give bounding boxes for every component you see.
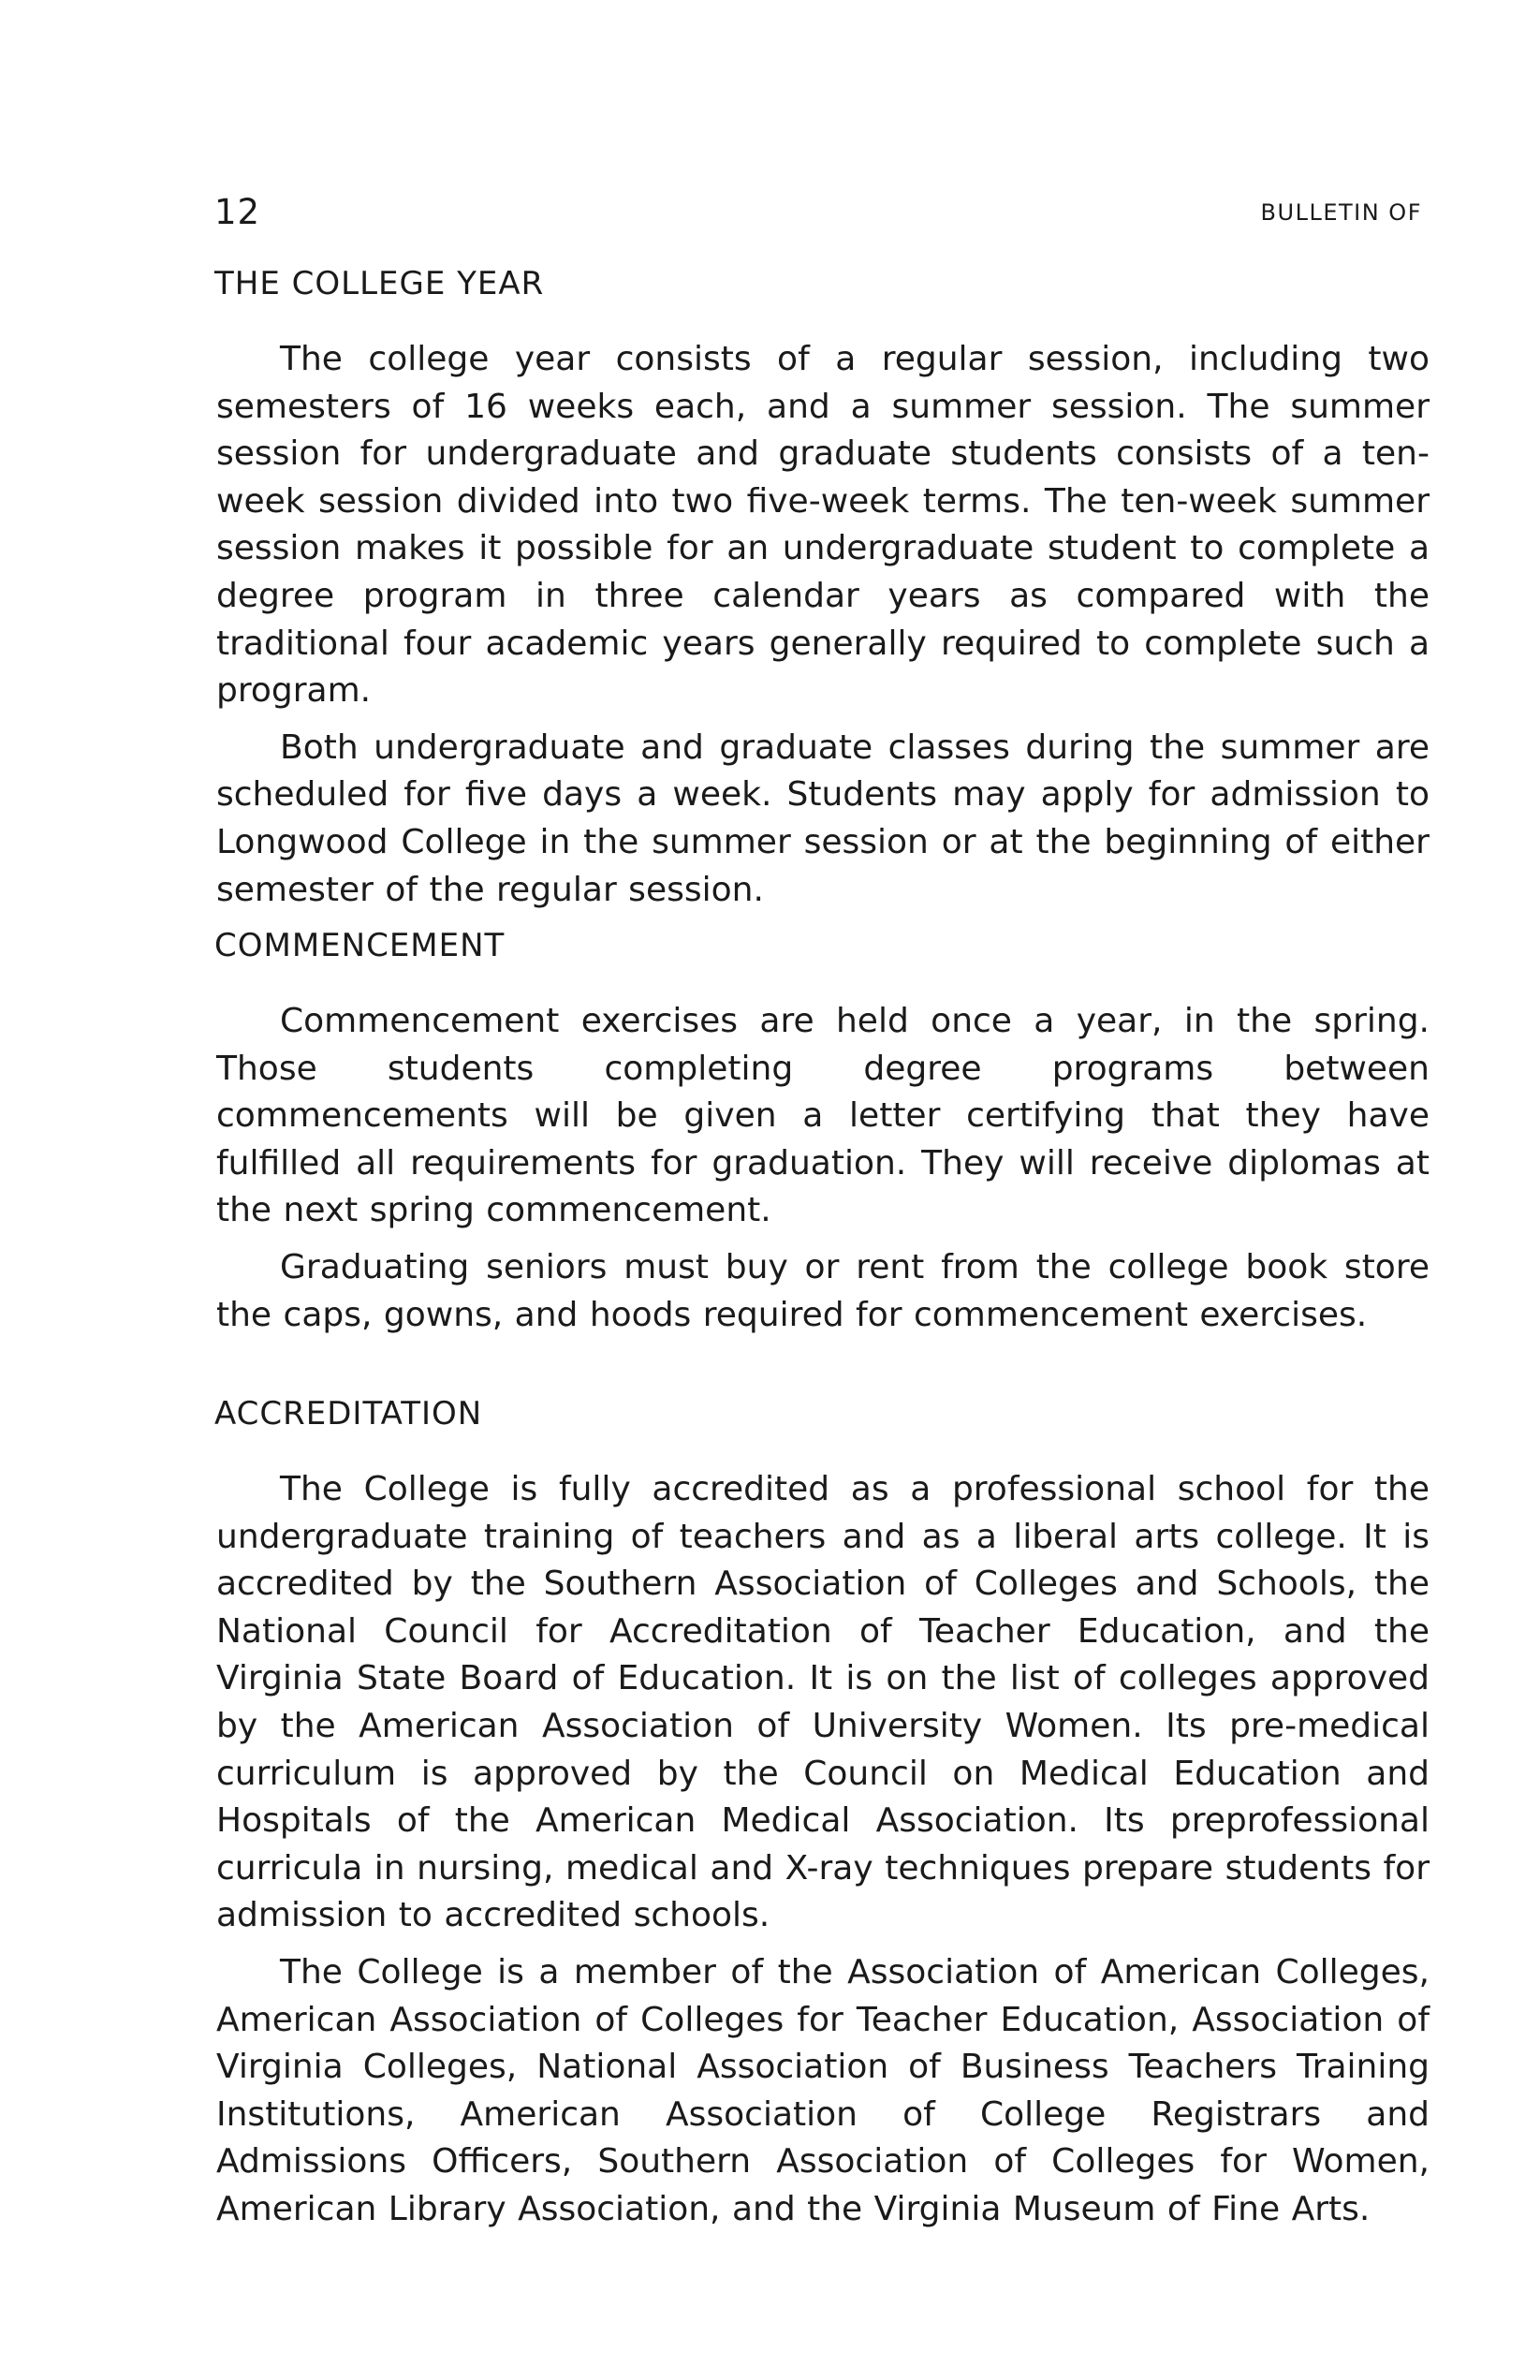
paragraph: The College is fully accredited as a professional school for the undergraduate training of teachers and as a liberal arts college. It is accredited by the Southern Association of Colleges and Schools, the National Council for Accreditation of Teacher Education, and the Virginia State Board of Education. It is on the list of colleges approved by the American Association of University Women. Its pre-medical curriculum is approved by the Council on Medical Education and Hospitals of the American Medical Association. Its preprofessional curricula in nursing, medical and X-ray techniques prepare students for admission to accredited schools. <box>216 1470 1430 1935</box>
section-commencement <box>216 927 1430 1348</box>
paragraph: Both undergraduate and graduate classes during the summer are scheduled for five days a week. Students may apply for admission to Longwood College in the summer session or at the beginning of either semester of the regular session. <box>216 727 1430 909</box>
section-heading: ACCREDITATION <box>214 1395 483 1432</box>
section-college-year <box>216 265 1430 923</box>
section-heading: COMMENCEMENT <box>214 927 506 964</box>
running-title: BULLETIN OF <box>1260 199 1422 226</box>
paragraph: The College is a member of the Association of American Colleges, American Association of Colleges for Teacher Education, Association of Virginia Colleges, National Association of Business Teachers Training Institutions, American Association of College Registrars and Admissions Officers, Southern Association of Colleges for Women, American Library Association, and the Virginia Museum of Fine Arts. <box>216 1952 1430 2228</box>
running-header <box>214 192 1422 233</box>
paragraph: Graduating seniors must buy or rent from the college book store the caps, gowns, and hoods required for commencement exercises. <box>216 1247 1430 1334</box>
paragraph: Commencement exercises are held once a year, in the spring. Those students completing degree programs between commencements will be given a letter certifying that they have fulfilled all requirements for graduation. They will receive diplomas at the next spring commencement. <box>216 1002 1430 1230</box>
paragraph: The college year consists of a regular session, including two semesters of 16 weeks each, and a summer session. The summer session for undergraduate and graduate students consists of a ten-week session divided into two five-week terms. The ten-week summer session makes it possible for an undergraduate student to complete a degree program in three calendar years as compared with the traditional four academic years generally required to complete such a program. <box>216 340 1430 711</box>
page-number: 12 <box>214 192 261 232</box>
section-heading: THE COLLEGE YEAR <box>214 265 545 302</box>
section-accreditation <box>216 1395 1430 2243</box>
